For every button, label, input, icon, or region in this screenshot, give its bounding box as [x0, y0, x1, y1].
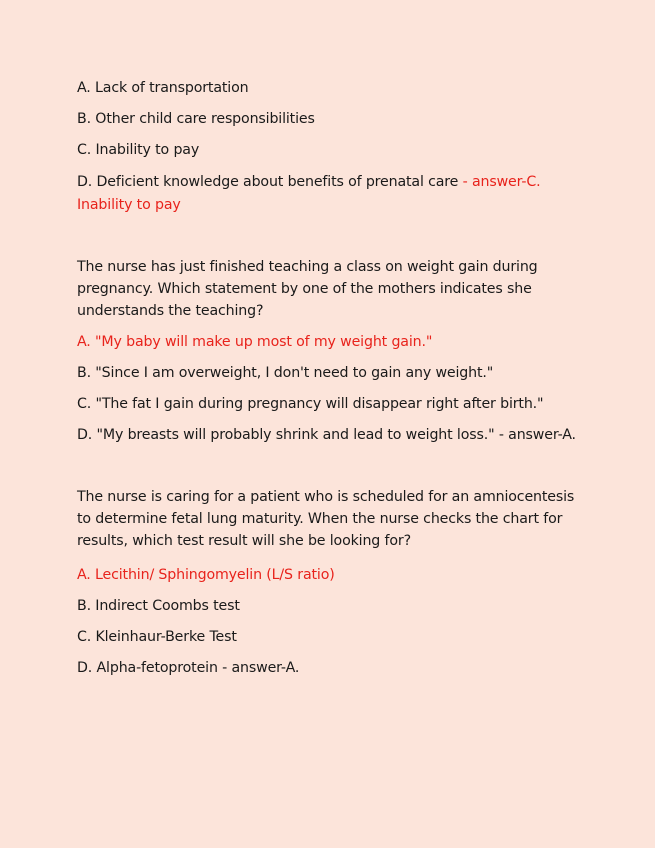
q1-option-d-text: D. Deficient knowledge about benefits of prenatal care [77, 174, 459, 190]
q2-option-d: D. "My breasts will probably shrink and lead to weight loss." - answer-A. [77, 427, 576, 443]
q1-option-b: B. Other child care responsibilities [77, 111, 315, 127]
q3-stem: The nurse is caring for a patient who is scheduled for an amniocentesis to determine fetal lung maturity. When the nurse checks the chart for results, which test result will she be looking for? [77, 489, 575, 549]
q2-option-c: C. "The fat I gain during pregnancy will disappear right after birth." [77, 396, 544, 412]
q1-answer-continued: Inability to pay [77, 197, 181, 213]
q2-stem: The nurse has just finished teaching a class on weight gain during pregnancy. Which statement by one of the mothers indicates she understands the teaching? [77, 259, 538, 319]
q1-option-a: A. Lack of transportation [77, 80, 249, 96]
q3-option-d: D. Alpha-fetoprotein - answer-A. [77, 660, 300, 676]
q1-option-c: C. Inability to pay [77, 142, 200, 158]
q2-option-a: A. "My baby will make up most of my weight gain." [77, 334, 433, 350]
q1-option-d [77, 171, 540, 193]
q1-answer: - answer-C. [458, 174, 541, 190]
q3-option-a: A. Lecithin/ Sphingomyelin (L/S ratio) [77, 567, 335, 583]
q2-option-b: B. "Since I am overweight, I don't need to gain any weight." [77, 365, 494, 381]
q3-option-c: C. Kleinhaur-Berke Test [77, 629, 237, 645]
q3-option-b: B. Indirect Coombs test [77, 598, 240, 614]
